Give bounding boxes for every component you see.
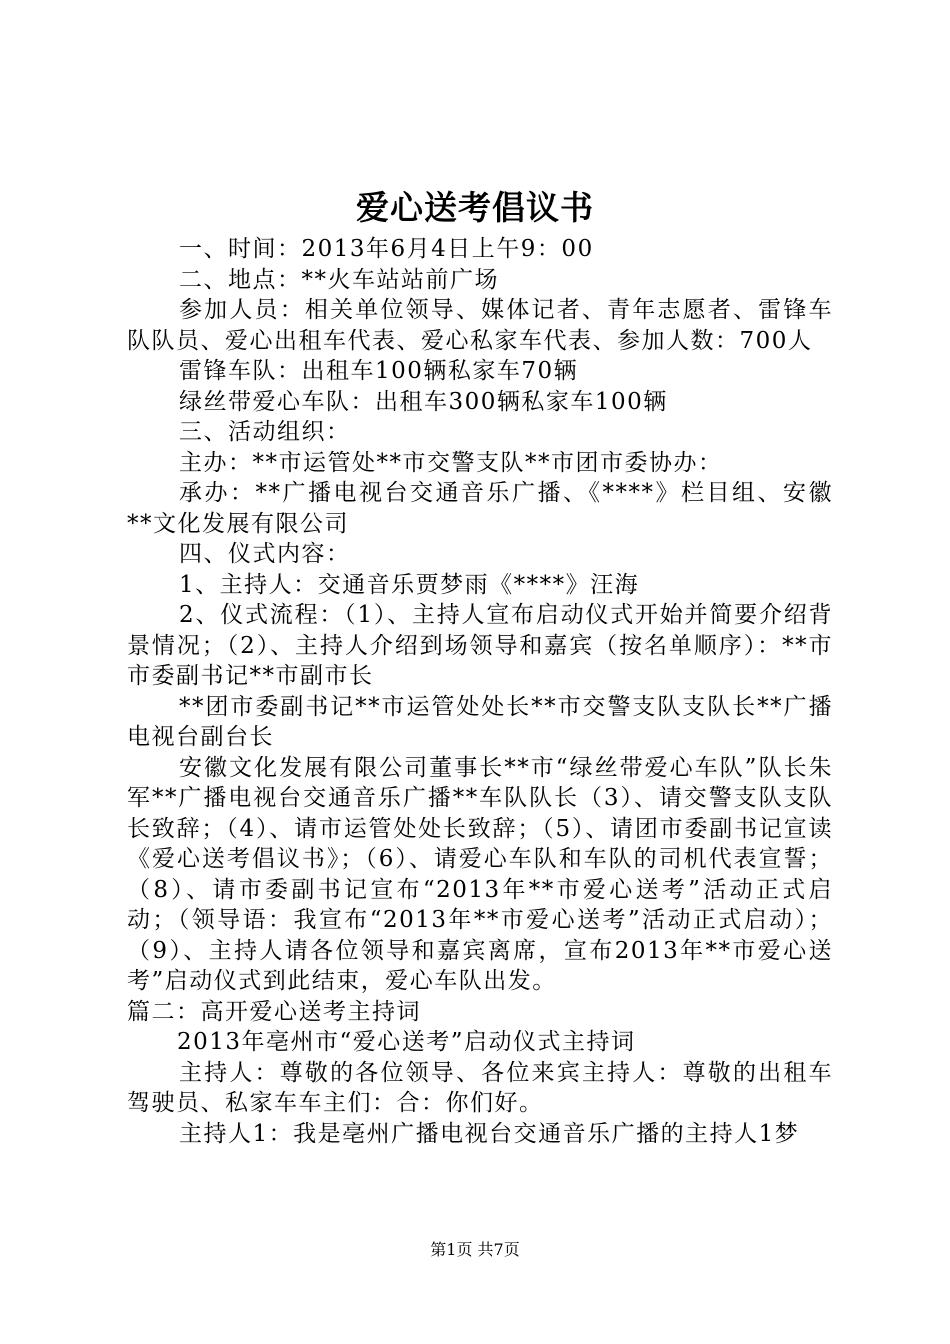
paragraph: 2、仪式流程：（1）、主持人宣布启动仪式开始并简要介绍背景情况；（2）、主持人介绍到场领导和嘉宾（按名单顺序）：**市市委副书记**市副市长 <box>127 602 833 689</box>
paragraph: 安徽文化发展有限公司董事长**市“绿丝带爱心车队”队长朱军**广播电视台交通音乐广播**车队队长（3）、请交警支队支队长致辞；（4）、请市运管处处长致辞；（5）、请团市委副书记宣读《爱心送考倡议书》；（6）、请爱心车队和车队的司机代表宣誓；（8）、请市委副书记宣布“2013年**市爱心送考”活动正式启动；（领导语：我宣布“2013年**市爱心送考”活动正式启动）；（9）、主持人请各位领导和嘉宾离席，宣布2013年**市爱心送考”启动仪式到此结束，爱心车队出发。 <box>127 754 833 994</box>
paragraph: 主持人：尊敬的各位领导、各位来宾主持人：尊敬的出租车驾驶员、私家车车主们：合：你们好。 <box>127 1059 833 1116</box>
paragraph: 主持人1：我是亳州广播电视台交通音乐广播的主持人1梦 <box>179 1120 800 1147</box>
paragraph: 二、地点：**火车站站前广场 <box>179 266 499 293</box>
paragraph: 三、活动组织： <box>179 419 351 445</box>
page-footer: 第1页 共7页 <box>430 1240 520 1259</box>
subtitle-line: 2013年亳州市“爱心送考”启动仪式主持词 <box>177 1029 636 1055</box>
paragraph: 绿丝带爱心车队：出租车300辆私家车100辆 <box>179 388 668 415</box>
paragraph: 参加人员：相关单位领导、媒体记者、青年志愿者、雷锋车队队员、爱心出租车代表、爱心私家车代表、参加人数：700人 <box>127 297 833 354</box>
document-title: 爱心送考倡议书 <box>356 188 594 227</box>
paragraph: 承办：**广播电视台交通音乐广播、《****》栏目组、安徽**文化发展有限公司 <box>127 480 833 537</box>
paragraph: **团市委副书记**市运管处处长**市交警支队支队长**广播电视台副台长 <box>127 693 833 750</box>
paragraph: 四、仪式内容： <box>179 541 351 567</box>
paragraph: 1、主持人：交通音乐贾梦雨《****》汪海 <box>179 571 640 598</box>
section-heading: 篇二：高开爱心送考主持词 <box>127 998 421 1025</box>
document-body <box>127 234 833 1149</box>
paragraph: 雷锋车队：出租车100辆私家车70辆 <box>179 358 579 384</box>
paragraph: 一、时间：2013年6月4日上午9：00 <box>179 236 594 262</box>
paragraph: 主办：**市运管处**市交警支队**市团市委协办： <box>179 449 723 476</box>
